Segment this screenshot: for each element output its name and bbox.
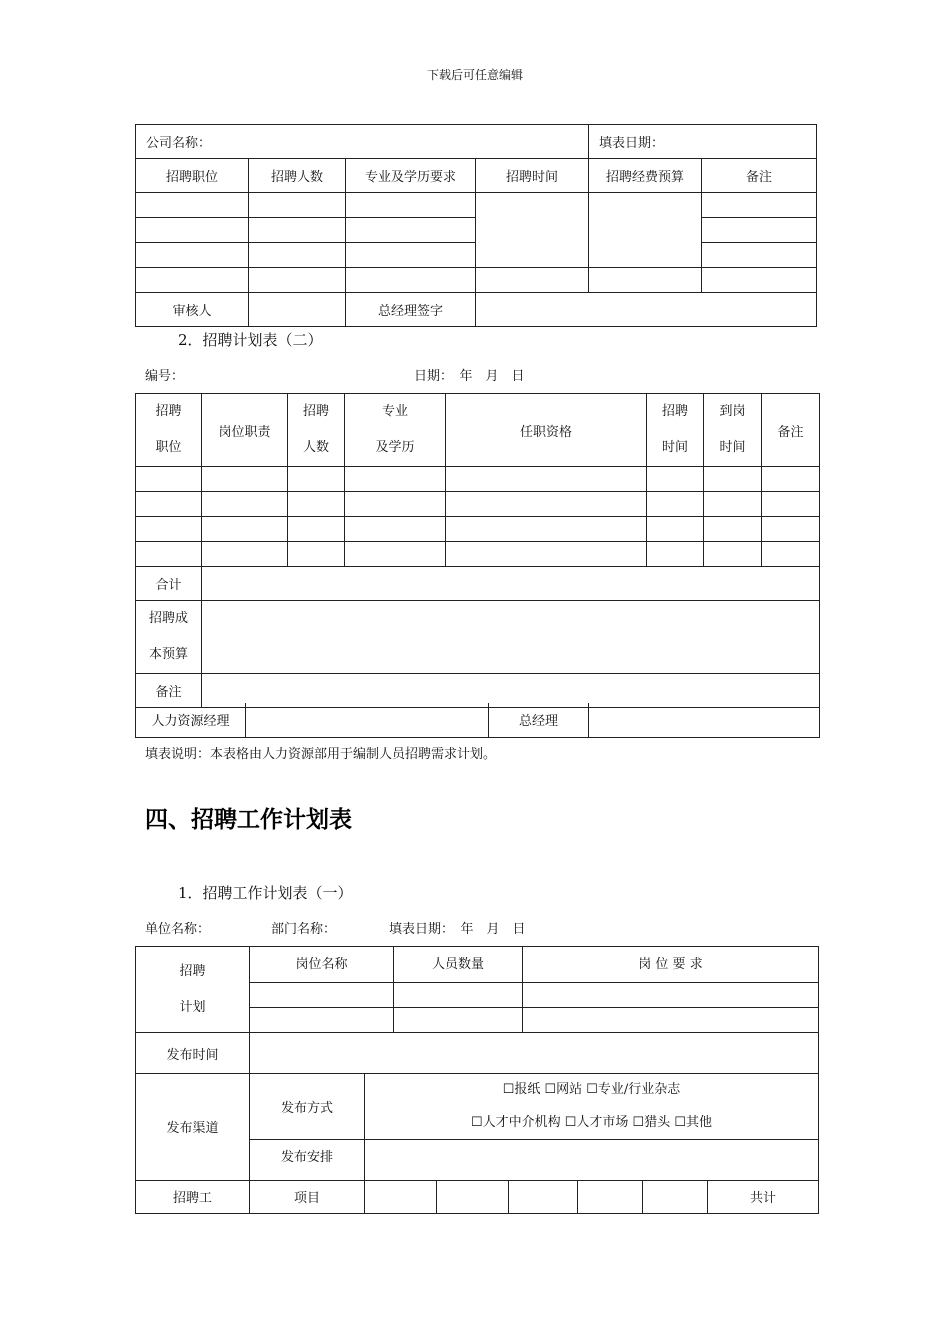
table-cell[interactable]	[446, 542, 647, 567]
total-label: 共计	[708, 1181, 819, 1214]
table-cell[interactable]	[288, 467, 345, 492]
table-cell[interactable]	[578, 1181, 643, 1214]
table-cell[interactable]	[249, 268, 346, 293]
table-cell[interactable]	[446, 517, 647, 542]
hr-manager-label: 人力资源经理	[136, 703, 246, 737]
table-cell[interactable]	[437, 1181, 509, 1214]
time-merged-cell[interactable]	[476, 193, 589, 268]
table-cell[interactable]	[136, 218, 249, 243]
work-plan-table	[135, 946, 819, 1074]
publish-method-options[interactable]	[365, 1073, 819, 1140]
table-cell[interactable]	[345, 542, 446, 567]
col-position-header	[136, 394, 202, 467]
table-cell[interactable]	[346, 243, 476, 268]
table-cell[interactable]	[762, 492, 820, 517]
unit-name-label: 单位名称：	[145, 922, 211, 937]
table-cell[interactable]	[202, 492, 288, 517]
col-time-line1: 招聘	[661, 404, 688, 419]
table-cell[interactable]	[365, 1181, 437, 1214]
col-budget-header: 招聘经费预算	[589, 159, 702, 193]
table-cell[interactable]	[249, 193, 346, 218]
recruitment-plan-table-2-signatures	[135, 703, 820, 738]
table-cell[interactable]	[702, 243, 817, 268]
table-cell[interactable]	[589, 268, 702, 293]
publish-method-label: 发布方式	[250, 1073, 365, 1140]
publish-channel-table	[135, 1073, 819, 1181]
fill-note: 填表说明：本表格由人力资源部用于编制人员招聘需求计划。	[145, 747, 497, 762]
gm-label: 总经理	[489, 703, 589, 737]
col-time-line2: 时间	[661, 440, 688, 455]
recruit-work-label: 招聘工	[136, 1181, 250, 1214]
table-cell[interactable]	[762, 467, 820, 492]
table-cell[interactable]	[288, 517, 345, 542]
col-major-line2: 及学历	[375, 440, 415, 455]
table-cell[interactable]	[345, 492, 446, 517]
recruit-plan-label	[136, 947, 250, 1033]
cost-budget-line1: 招聘成	[148, 611, 188, 626]
table-cell[interactable]	[704, 492, 762, 517]
table-cell[interactable]	[136, 243, 249, 268]
total-field[interactable]	[202, 567, 820, 601]
col-arrive-header	[704, 394, 762, 467]
section-4-subtitle: 1．招聘工作计划表（一）	[178, 884, 353, 902]
note-label: 备注	[136, 674, 202, 708]
recruit-plan-line1: 招聘	[179, 963, 206, 979]
publish-schedule-label: 发布安排	[250, 1140, 365, 1181]
col-count-header	[288, 394, 345, 467]
recruitment-plan-table-1	[135, 124, 817, 327]
fill-date-label: 填表日期：	[589, 125, 817, 159]
table-cell[interactable]	[704, 467, 762, 492]
cost-budget-field[interactable]	[202, 601, 820, 674]
publish-time-field[interactable]	[250, 1033, 819, 1074]
work-items-table	[135, 1180, 819, 1214]
recruitment-plan-table-2	[135, 393, 820, 708]
table-cell[interactable]	[702, 193, 817, 218]
table-cell[interactable]	[647, 517, 704, 542]
col-time-header: 招聘时间	[476, 159, 589, 193]
publish-time-label: 发布时间	[136, 1033, 250, 1074]
col-duty-header: 岗位职责	[202, 394, 288, 467]
col-count-line2: 人数	[302, 440, 329, 455]
col-major-header	[345, 394, 446, 467]
table-cell[interactable]	[136, 193, 249, 218]
table-cell[interactable]	[136, 517, 202, 542]
table-cell[interactable]	[288, 542, 345, 567]
cost-budget-line2: 本预算	[148, 647, 188, 662]
table-cell[interactable]	[249, 243, 346, 268]
table-cell[interactable]	[704, 542, 762, 567]
col-major-header: 专业及学历要求	[346, 159, 476, 193]
table-cell[interactable]	[394, 983, 523, 1008]
table-cell[interactable]	[647, 492, 704, 517]
table-cell[interactable]	[346, 193, 476, 218]
gm-field[interactable]	[589, 703, 820, 737]
table-cell[interactable]	[394, 1008, 523, 1033]
table-cell[interactable]	[202, 467, 288, 492]
table-cell[interactable]	[202, 542, 288, 567]
table-cell[interactable]	[476, 268, 589, 293]
table-cell[interactable]	[136, 268, 249, 293]
table-cell[interactable]	[704, 517, 762, 542]
fill-date-label: 填表日期： 年 月 日	[389, 922, 526, 937]
col-count-line1: 招聘	[302, 404, 329, 419]
header-note: 下载后可任意编辑	[426, 68, 523, 82]
number-label: 编号：	[145, 369, 185, 384]
table-cell[interactable]	[523, 1008, 819, 1033]
col-note-header: 备注	[702, 159, 817, 193]
publish-schedule-field[interactable]	[365, 1140, 819, 1181]
col-headcount-header: 人员数量	[394, 947, 523, 983]
total-label: 合计	[136, 567, 202, 601]
section-2-title: 2．招聘计划表（二）	[178, 331, 323, 349]
col-position-header: 招聘职位	[136, 159, 249, 193]
table-cell[interactable]	[762, 517, 820, 542]
table-cell[interactable]	[346, 218, 476, 243]
table-cell[interactable]	[249, 218, 346, 243]
table-cell[interactable]	[446, 492, 647, 517]
gm-sign-field[interactable]	[476, 293, 817, 327]
gm-sign-label: 总经理签字	[346, 293, 476, 327]
reviewer-label: 审核人	[136, 293, 249, 327]
col-position-line1: 招聘	[155, 404, 182, 419]
col-qualification-header: 任职资格	[446, 394, 647, 467]
section-4-heading: 四、招聘工作计划表	[145, 807, 352, 833]
table-cell[interactable]	[250, 983, 394, 1008]
table-cell[interactable]	[446, 467, 647, 492]
table-cell[interactable]	[702, 218, 817, 243]
table-cell[interactable]	[647, 467, 704, 492]
company-name-label: 公司名称：	[136, 125, 589, 159]
date-label: 日期： 年 月 日	[414, 369, 525, 384]
col-arrive-line1: 到岗	[719, 404, 746, 419]
table-cell[interactable]	[509, 1181, 578, 1214]
table-cell[interactable]	[136, 492, 202, 517]
table-cell[interactable]	[136, 542, 202, 567]
table-cell[interactable]	[345, 517, 446, 542]
col-major-line1: 专业	[381, 404, 408, 419]
col-arrive-line2: 时间	[719, 440, 746, 455]
table-cell[interactable]	[647, 542, 704, 567]
reviewer-field[interactable]	[249, 293, 346, 327]
table-cell[interactable]	[523, 983, 819, 1008]
budget-merged-cell[interactable]	[589, 193, 702, 268]
table-cell[interactable]	[702, 268, 817, 293]
options-line-2[interactable]: ☐人才中介机构 ☐人才市场 ☐猎头 ☐其他	[470, 1115, 712, 1130]
publish-channel-label: 发布渠道	[136, 1073, 250, 1181]
col-requirements-header: 岗 位 要 求	[523, 947, 819, 983]
table-cell[interactable]	[250, 1008, 394, 1033]
table-cell[interactable]	[643, 1181, 708, 1214]
dept-name-label: 部门名称：	[271, 922, 337, 937]
col-post-name-header: 岗位名称	[250, 947, 394, 983]
hr-manager-field[interactable]	[246, 703, 489, 737]
recruit-plan-line2: 计划	[179, 999, 206, 1015]
col-time-header	[647, 394, 704, 467]
table-cell[interactable]	[202, 517, 288, 542]
options-line-1[interactable]: ☐报纸 ☐网站 ☐专业/行业杂志	[502, 1082, 681, 1097]
col-position-line2: 职位	[155, 440, 182, 455]
table-cell[interactable]	[762, 542, 820, 567]
cost-budget-label	[136, 601, 202, 674]
item-label: 项目	[250, 1181, 365, 1214]
col-note-header: 备注	[762, 394, 820, 467]
table-cell[interactable]	[346, 268, 476, 293]
col-count-header: 招聘人数	[249, 159, 346, 193]
table-cell[interactable]	[288, 492, 345, 517]
table-cell[interactable]	[345, 467, 446, 492]
table-cell[interactable]	[136, 467, 202, 492]
